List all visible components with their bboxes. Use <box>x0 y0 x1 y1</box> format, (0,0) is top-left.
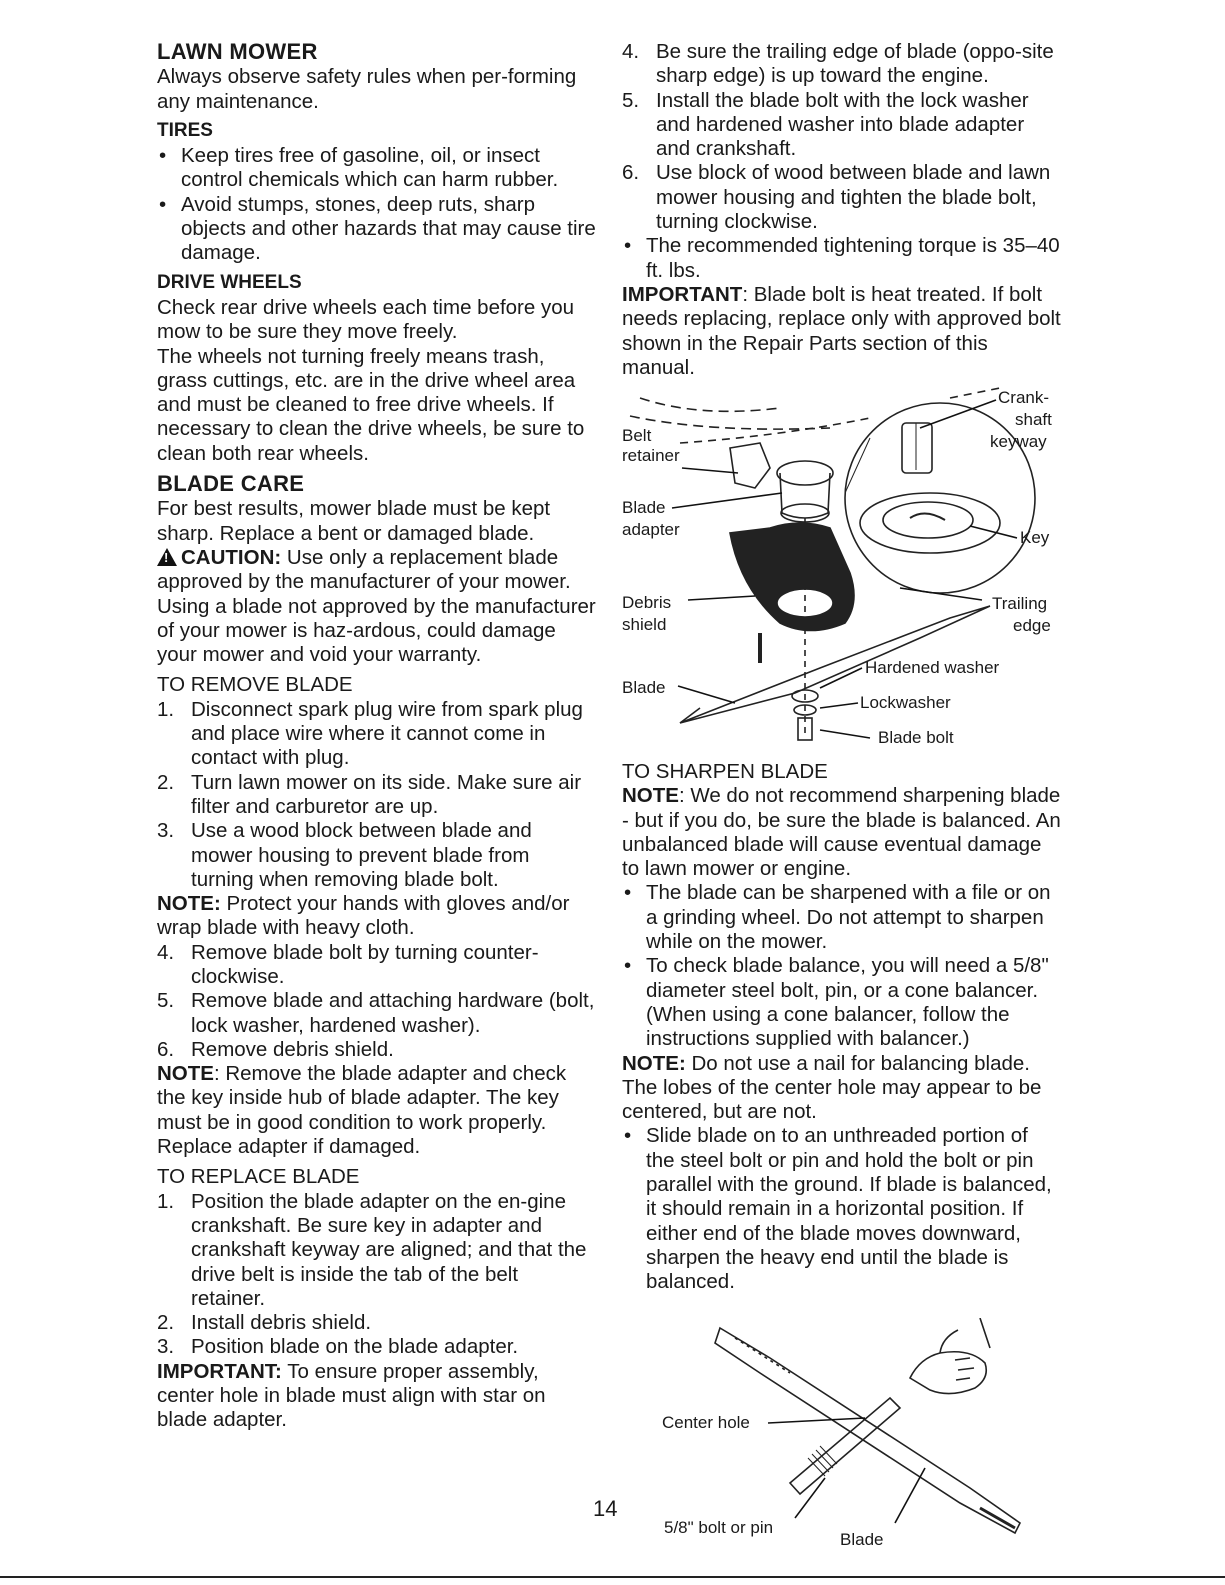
sharpen-list <box>622 881 1062 1051</box>
note-nail: NOTE: Do not use a nail for balancing blade. The lobes of the center hole may appear to be centered, but are not. <box>622 1051 1042 1124</box>
list-item: 3. Position blade on the blade adapter. <box>157 1335 519 1359</box>
bullet-icon: • <box>159 144 167 168</box>
list-item: 2. Install debris shield. <box>157 1311 372 1335</box>
page-bottom-rule <box>0 1576 1225 1578</box>
list-item: 6. Use block of wood between blade and lawn mower housing and tighten the blade bolt, turning clockwise. <box>622 161 1051 234</box>
list-item: 1. Position the blade adapter on the en-gine crankshaft. Be sure key in adapter and crankshaft keyway are aligned; and that the drive belt is inside the tab of the belt retainer. <box>157 1189 587 1310</box>
bullet-icon: • <box>624 881 632 905</box>
drive-wheels-heading: DRIVE WHEELS <box>157 271 302 293</box>
remove-steps-continued <box>157 941 597 1062</box>
remove-blade-heading: TO REMOVE BLADE <box>157 673 353 697</box>
note-adapter: NOTE: Remove the blade adapter and check the key inside hub of blade adapter. The key must be in good condition to work properly. Replace adapter if damaged. <box>157 1062 567 1159</box>
blade-care-heading: BLADE CARE <box>157 471 305 497</box>
lawn-mower-heading: LAWN MOWER <box>157 39 318 64</box>
label-trailing: Trailing <box>992 594 1048 613</box>
list-item: 2. Turn lawn mower on its side. Make sure air filter and carburetor are up. <box>157 770 582 818</box>
caution-paragraph <box>157 546 597 667</box>
important-assembly: IMPORTANT: To ensure proper assembly, center hole in blade must align with star on blade adapter. <box>157 1359 546 1432</box>
label-debris: Debris <box>622 593 672 612</box>
bullet-icon: • <box>624 954 632 978</box>
left-column <box>157 40 597 1433</box>
label-center-hole: Center hole <box>662 1413 750 1432</box>
list-item: • Keep tires free of gasoline, oil, or insect control chemicals which can harm rubber. <box>159 144 559 192</box>
list-item: • Avoid stumps, stones, deep ruts, sharp objects and other hazards that may cause tire damage. <box>159 192 596 265</box>
caution-label: CAUTION: <box>181 545 282 569</box>
bullet-icon: • <box>159 192 167 216</box>
list-item: 6. Remove debris shield. <box>157 1037 394 1061</box>
label-retainer: retainer <box>622 446 680 465</box>
replace-steps <box>157 1190 597 1360</box>
note-gloves: NOTE: Protect your hands with gloves and/or wrap blade with heavy cloth. <box>157 892 570 940</box>
list-item: 3. Use a wood block between blade and mower housing to prevent blade from turning when removing blade bolt. <box>157 819 532 891</box>
list-item: • The blade can be sharpened with a file or on a grinding wheel. Do not attempt to sharpen while on the mower. <box>624 881 1051 954</box>
caution-text: Use only a replacement blade approved by the manufacturer of your mower. Using a blade not approved by the manufacturer of your mower is haz-ardous, could damage your mower and void your warranty. <box>157 545 596 667</box>
remove-steps <box>157 698 597 892</box>
blade-balance-diagram <box>640 1318 1060 1558</box>
drive-wheels-text-1: Check rear drive wheels each time before you mow to be sure they move freely. <box>157 295 575 344</box>
label-edge: edge <box>1013 616 1051 635</box>
list-item: 5. Remove blade and attaching hardware (bolt, lock washer, hardened washer). <box>157 989 595 1037</box>
label-lockwasher: Lockwasher <box>860 693 951 712</box>
drive-wheels-text-2: The wheels not turning freely means trash, grass cuttings, etc. are in the drive wheel area and must be cleaned to free drive wheels. If necessary to clean the drive wheels, be sure to clean both rear wheels. <box>157 344 585 465</box>
label-blade-bolt: Blade bolt <box>878 728 954 747</box>
important-bolt: IMPORTANT: Blade bolt is heat treated. If bolt needs replacing, replace only with approved bolt shown in the Repair Parts section of this manual. <box>622 282 1061 379</box>
label-shield: shield <box>622 615 667 634</box>
right-column-bottom <box>622 760 1062 1295</box>
balance-list <box>622 1124 1062 1294</box>
label-bolt-or-pin: 5/8" bolt or pin <box>664 1518 774 1537</box>
replace-blade-heading: TO REPLACE BLADE <box>157 1165 360 1189</box>
lawn-mower-intro: Always observe safety rules when per-forming any maintenance. <box>157 65 577 113</box>
right-column-top <box>622 40 1062 380</box>
torque-list <box>622 234 1062 283</box>
list-item: • The recommended tightening torque is 35–40 ft. lbs. <box>624 234 1060 282</box>
list-item: 5. Install the blade bolt with the lock washer and hardened washer into blade adapter and crankshaft. <box>622 88 1029 161</box>
bullet-icon: • <box>624 1124 632 1148</box>
bullet-icon: • <box>624 234 632 258</box>
list-item: • To check blade balance, you will need a 5/8" diameter steel bolt, pin, or a cone balancer. (When using a cone balancer, follow the instructions supplied with balancer.) <box>624 954 1049 1051</box>
warning-triangle-icon <box>157 548 177 566</box>
list-item: • Slide blade on to an unthreaded portion of the steel bolt or pin and hold the bolt or pin parallel with the ground. If blade is balanced, it should remain in a horizontal position. If either end of the blade moves downward, sharpen the heavy end until the blade is balanced. <box>624 1124 1052 1294</box>
label-key: Key <box>1020 528 1050 547</box>
blade-care-text: For best results, mower blade must be kept sharp. Replace a bent or damaged blade. <box>157 497 551 545</box>
sharpen-blade-heading: TO SHARPEN BLADE <box>622 760 828 783</box>
label-blade-adapter-1: Blade <box>622 498 666 517</box>
list-item: 1. Disconnect spark plug wire from spark plug and place wire where it cannot come in contact with plug. <box>157 697 583 770</box>
tires-list <box>157 144 597 265</box>
tires-heading: TIRES <box>157 119 213 141</box>
label-belt: Belt <box>622 426 652 445</box>
label-crank: Crank- <box>998 388 1050 407</box>
page-number: 14 <box>593 1496 618 1521</box>
note-sharpening: NOTE: We do not recommend sharpening blade - but if you do, be sure the blade is balanced. An unbalanced blade will cause eventual damage to lawn mower or engine. <box>622 784 1061 881</box>
label-hardened-washer: Hardened washer <box>865 658 1000 677</box>
list-item: 4. Remove blade bolt by turning counter-clockwise. <box>157 940 539 988</box>
replace-steps-continued <box>622 40 1062 234</box>
label-blade: Blade <box>840 1530 884 1549</box>
label-blade: Blade <box>622 678 666 697</box>
blade-assembly-diagram <box>620 378 1065 758</box>
list-item: 4. Be sure the trailing edge of blade (oppo-site sharp edge) is up toward the engine. <box>622 40 1054 88</box>
label-blade-adapter-2: adapter <box>622 520 680 539</box>
label-shaft: shaft <box>1015 410 1052 429</box>
label-keyway: keyway <box>990 432 1047 451</box>
